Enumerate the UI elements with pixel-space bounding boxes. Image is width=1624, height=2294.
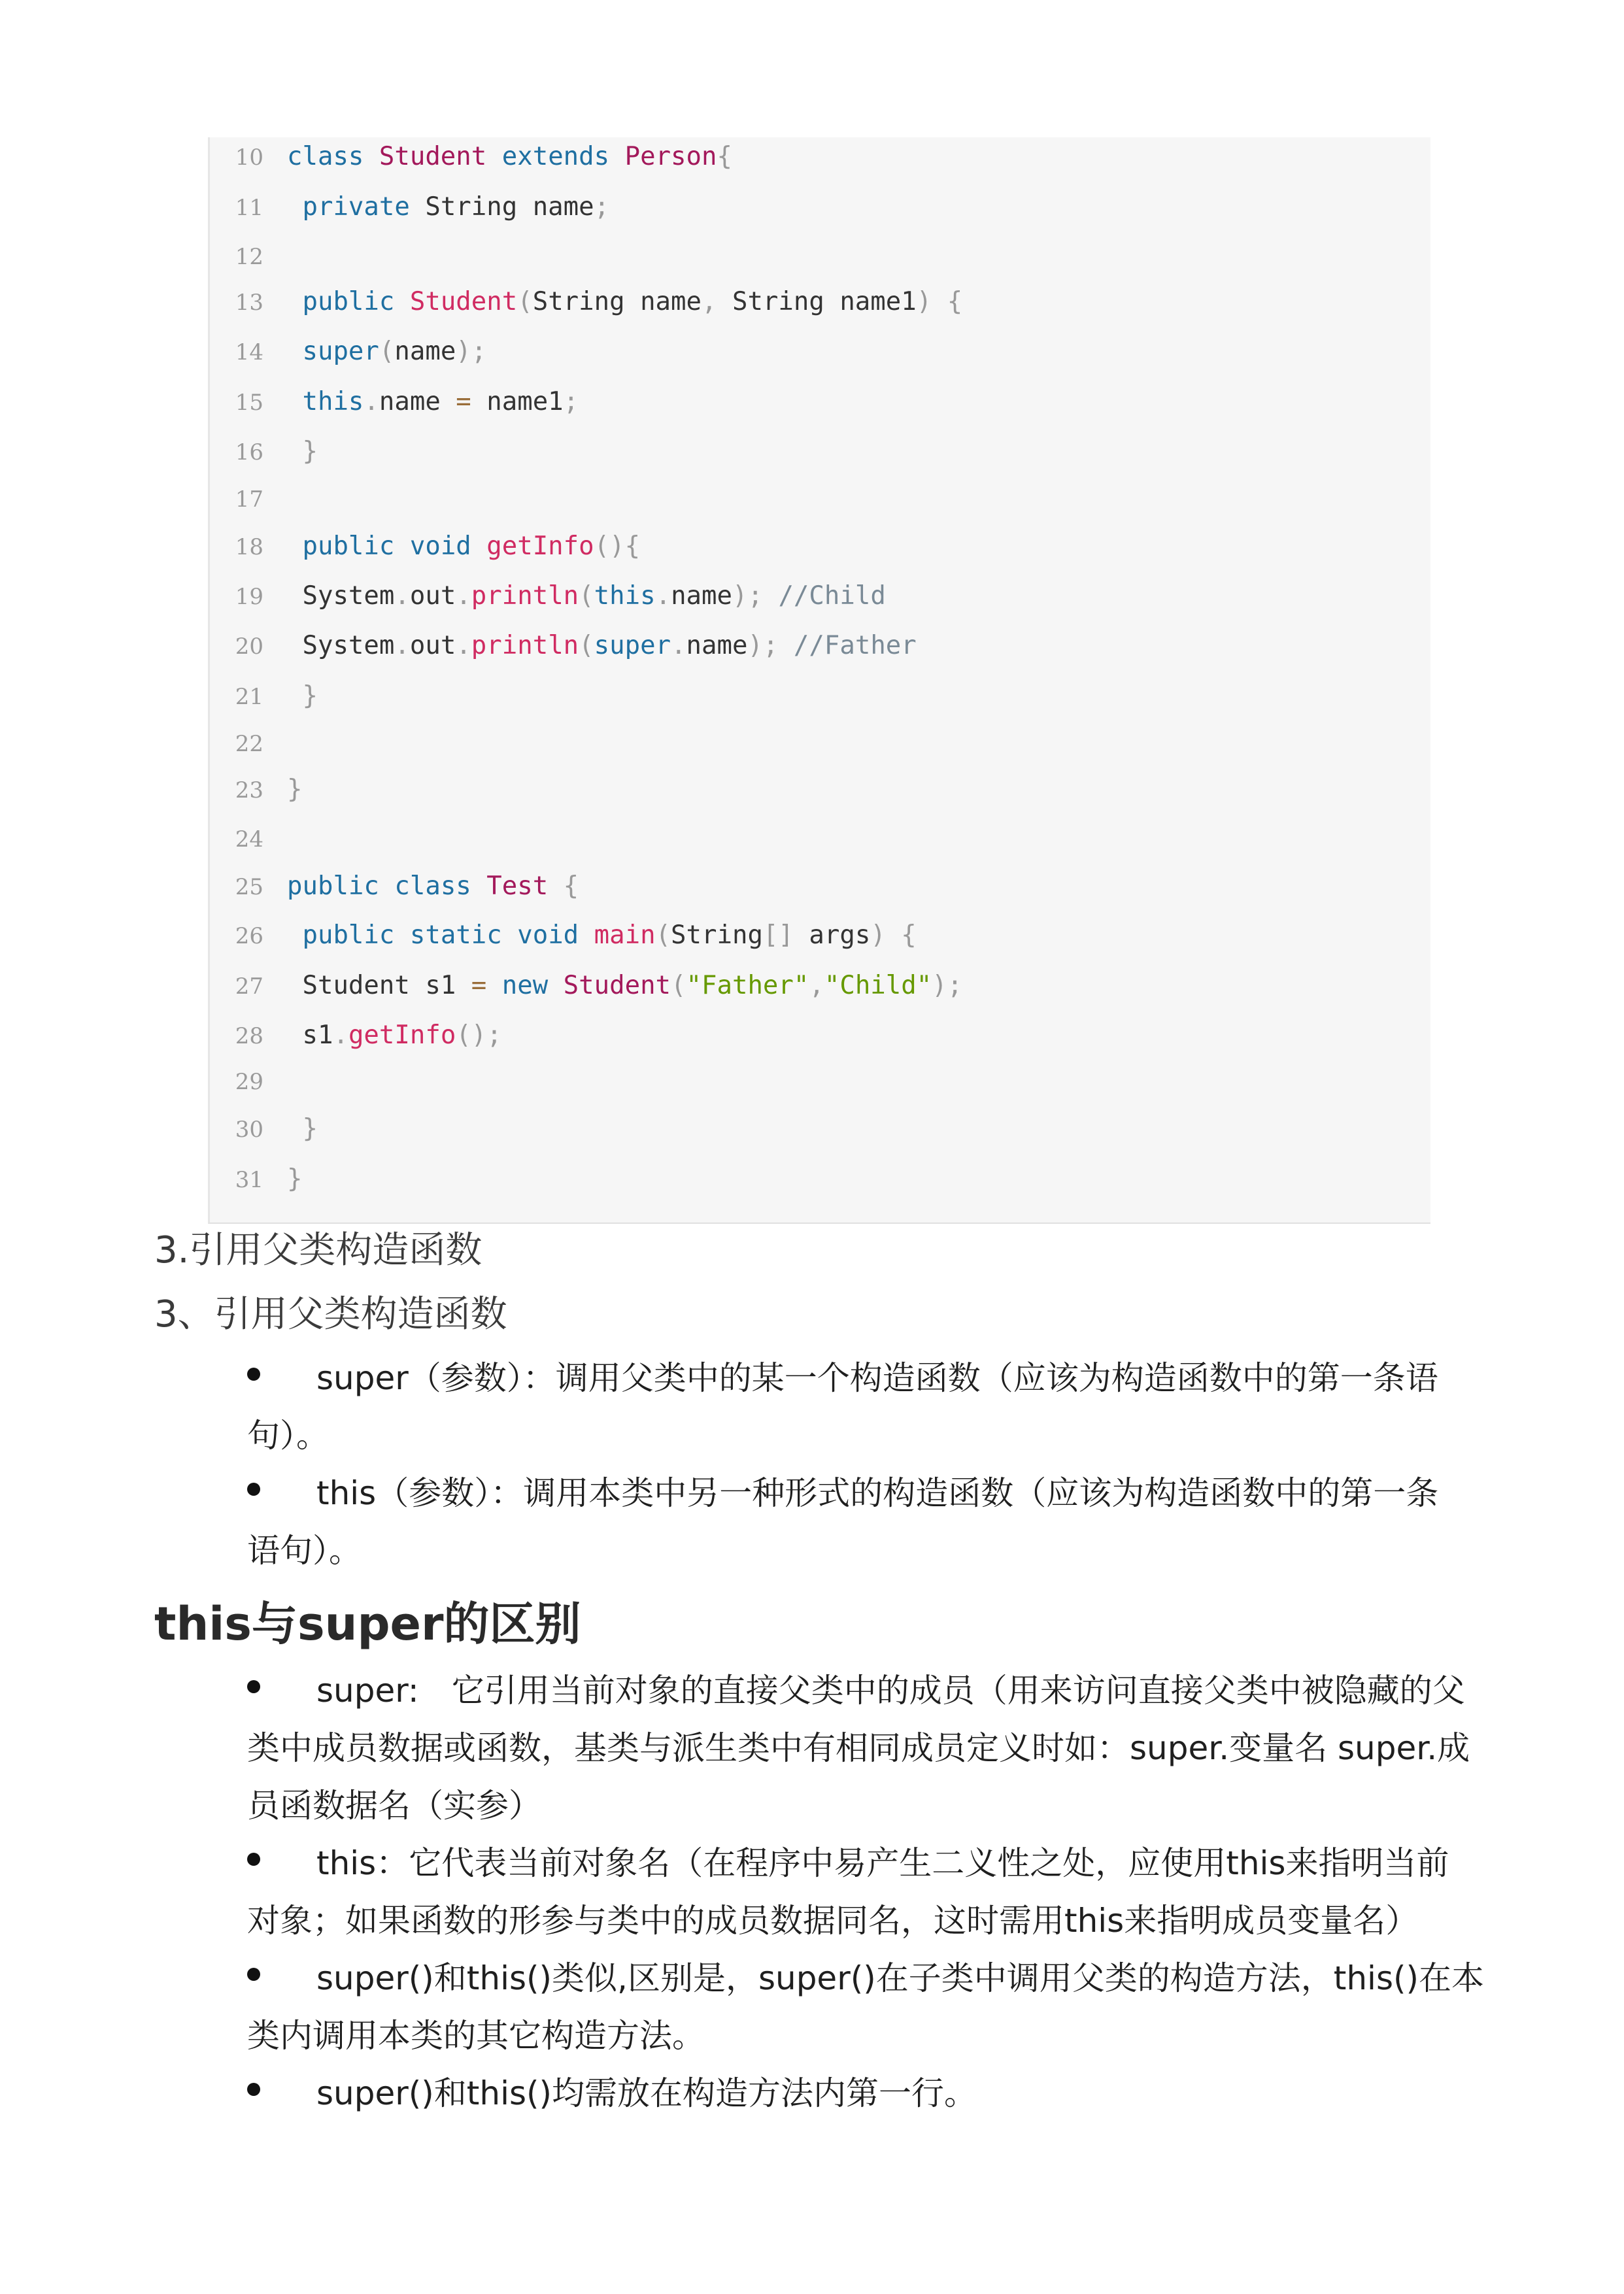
bullet-icon bbox=[247, 1368, 260, 1381]
code-token bbox=[471, 531, 486, 561]
line-number: 25 bbox=[235, 874, 263, 900]
code-token: ; bbox=[471, 337, 487, 366]
line-number: 14 bbox=[235, 339, 263, 365]
code-token: name bbox=[671, 581, 732, 611]
code-token: ) bbox=[456, 337, 471, 366]
code-token: super bbox=[302, 337, 379, 366]
bullet-icon bbox=[247, 1853, 260, 1866]
code-line bbox=[210, 527, 640, 566]
code-token: . bbox=[456, 631, 471, 660]
code-token bbox=[287, 531, 302, 561]
bullet-super-params-line1: super（参数）：调用父类中的某一个构造函数（应该为构造函数中的第一条语 bbox=[316, 1359, 1438, 1397]
code-line bbox=[210, 1016, 502, 1055]
code-line bbox=[210, 770, 302, 809]
code-token bbox=[287, 681, 302, 711]
line-number: 24 bbox=[235, 826, 263, 852]
code-token: ) bbox=[916, 287, 932, 316]
code-line bbox=[210, 479, 287, 518]
code-token: this bbox=[302, 387, 364, 416]
line-number: 16 bbox=[235, 439, 263, 465]
code-token bbox=[548, 971, 563, 1000]
code-token bbox=[394, 287, 409, 316]
bullet-first-line-rule: super()和this()均需放在构造方法内第一行。 bbox=[316, 2074, 977, 2112]
line-number: 23 bbox=[235, 777, 263, 803]
code-line bbox=[210, 867, 579, 906]
code-token bbox=[763, 581, 778, 611]
code-token: } bbox=[302, 681, 318, 711]
code-token bbox=[486, 142, 501, 171]
code-token bbox=[287, 920, 302, 950]
code-line bbox=[210, 1062, 287, 1101]
code-token: println bbox=[471, 631, 579, 660]
line-number: 18 bbox=[235, 534, 263, 560]
code-token: public bbox=[302, 287, 395, 316]
code-token: new bbox=[501, 971, 549, 1000]
line-number: 29 bbox=[235, 1069, 263, 1095]
code-line bbox=[210, 237, 287, 276]
code-token: } bbox=[302, 1114, 318, 1143]
line-number: 13 bbox=[235, 290, 263, 316]
code-token bbox=[579, 920, 594, 950]
code-token: = bbox=[471, 971, 487, 1000]
bullet-this-desc-line2: 对象；如果函数的形参与类中的成员数据同名，这时需用this来指明成员变量名） bbox=[247, 1902, 1419, 1940]
code-block bbox=[208, 137, 1430, 1224]
code-token: ( bbox=[579, 631, 594, 660]
code-token: void bbox=[409, 531, 471, 561]
heading-comma-style: 3、引用父类构造函数 bbox=[154, 1293, 507, 1336]
code-token: String bbox=[671, 920, 763, 950]
code-token: "Father" bbox=[686, 971, 809, 1000]
code-token: String name bbox=[409, 192, 594, 222]
line-number: 22 bbox=[235, 731, 263, 757]
code-token: static bbox=[409, 920, 502, 950]
line-number: 11 bbox=[235, 195, 263, 221]
code-line bbox=[210, 724, 287, 763]
bullet-super-desc-line1: super: 它引用当前对象的直接父类中的成员（用来访问直接父类中被隐藏的父 bbox=[316, 1672, 1465, 1710]
code-token bbox=[287, 287, 302, 316]
code-token: void bbox=[517, 920, 579, 950]
code-token: ( bbox=[655, 920, 671, 950]
code-token: String name1 bbox=[717, 287, 917, 316]
code-token: class bbox=[287, 142, 364, 171]
code-token: ( bbox=[671, 971, 686, 1000]
code-token bbox=[287, 1114, 302, 1143]
code-token: args bbox=[793, 920, 871, 950]
code-token: public bbox=[302, 920, 395, 950]
code-token: Person bbox=[624, 142, 717, 171]
code-token: System bbox=[287, 581, 395, 611]
code-line bbox=[210, 432, 318, 471]
code-token bbox=[287, 437, 302, 466]
code-token: //Father bbox=[793, 631, 917, 660]
code-token: //Child bbox=[778, 581, 886, 611]
code-token: s1 bbox=[287, 1020, 333, 1050]
code-token: Student bbox=[563, 971, 671, 1000]
code-line bbox=[210, 137, 732, 177]
code-token: class bbox=[394, 871, 471, 901]
bullet-diff-line2: 类内调用本类的其它构造方法。 bbox=[247, 2017, 705, 2055]
code-line bbox=[210, 916, 917, 955]
line-number: 31 bbox=[235, 1167, 263, 1193]
bullet-super-desc-line2: 类中成员数据或函数，基类与派生类中有相同成员定义时如：super.变量名 super.成 bbox=[247, 1729, 1470, 1767]
code-line bbox=[210, 382, 579, 422]
code-token: } bbox=[302, 437, 318, 466]
code-token: name bbox=[379, 387, 456, 416]
bullet-icon bbox=[247, 1483, 260, 1496]
code-token: ; bbox=[947, 971, 963, 1000]
code-token: { bbox=[563, 871, 579, 901]
code-token bbox=[394, 531, 409, 561]
code-token: getInfo bbox=[348, 1020, 456, 1050]
code-token bbox=[364, 142, 379, 171]
code-token: private bbox=[302, 192, 410, 222]
code-token: Student bbox=[409, 287, 518, 316]
section-title-this-vs-super: this与super的区别 bbox=[154, 1597, 581, 1651]
code-token: getInfo bbox=[486, 531, 594, 561]
code-token bbox=[609, 142, 624, 171]
code-token: } bbox=[287, 775, 303, 804]
code-token: { bbox=[717, 142, 732, 171]
code-token: public bbox=[302, 531, 395, 561]
code-token: { bbox=[947, 287, 963, 316]
code-line bbox=[210, 819, 287, 858]
code-line bbox=[210, 332, 486, 371]
bullet-super-params-line2: 句）。 bbox=[247, 1417, 329, 1455]
code-token: ; bbox=[747, 581, 763, 611]
line-number: 30 bbox=[235, 1117, 263, 1143]
bullet-this-params-line1: this（参数）：调用本类中另一种形式的构造函数（应该为构造函数中的第一条 bbox=[316, 1474, 1439, 1512]
code-line bbox=[210, 626, 917, 666]
code-line bbox=[210, 1160, 302, 1199]
code-token: . bbox=[456, 581, 471, 611]
code-token bbox=[287, 387, 302, 416]
code-token: { bbox=[901, 920, 917, 950]
code-token: extends bbox=[501, 142, 610, 171]
code-token: super bbox=[594, 631, 671, 660]
code-token: . bbox=[671, 631, 686, 660]
code-token: System bbox=[287, 631, 395, 660]
line-number: 12 bbox=[235, 244, 263, 270]
code-token: = bbox=[456, 387, 471, 416]
line-number: 10 bbox=[235, 144, 263, 171]
code-token bbox=[287, 337, 302, 366]
code-token: ) bbox=[732, 581, 748, 611]
code-token: [] bbox=[762, 920, 794, 950]
code-line bbox=[210, 966, 962, 1005]
code-token: ( bbox=[379, 337, 395, 366]
code-token bbox=[486, 971, 501, 1000]
line-number: 27 bbox=[235, 973, 263, 1000]
heading-dot-style: 3.引用父类构造函数 bbox=[154, 1229, 482, 1272]
code-token: println bbox=[471, 581, 579, 611]
code-token: Student bbox=[379, 142, 487, 171]
code-token: () bbox=[456, 1020, 487, 1050]
code-token: ; bbox=[486, 1020, 502, 1050]
code-token: name bbox=[394, 337, 456, 366]
line-number: 28 bbox=[235, 1023, 263, 1049]
bullet-icon bbox=[247, 1680, 260, 1693]
code-line bbox=[210, 1109, 318, 1149]
code-token: "Child" bbox=[824, 971, 932, 1000]
code-token: , bbox=[702, 287, 717, 316]
code-token: ( bbox=[517, 287, 533, 316]
code-token bbox=[379, 871, 394, 901]
code-token: , bbox=[809, 971, 824, 1000]
code-token: ) bbox=[932, 971, 947, 1000]
code-token: . bbox=[394, 631, 410, 660]
code-token: } bbox=[287, 1164, 303, 1194]
code-token: out bbox=[409, 631, 456, 660]
code-line bbox=[210, 188, 609, 227]
code-token: . bbox=[655, 581, 671, 611]
code-token: name1 bbox=[471, 387, 564, 416]
line-number: 26 bbox=[235, 923, 263, 949]
code-token: . bbox=[364, 387, 379, 416]
line-number: 20 bbox=[235, 633, 263, 660]
code-token: . bbox=[394, 581, 410, 611]
code-token: this bbox=[594, 581, 656, 611]
code-token: Student s1 bbox=[287, 971, 471, 1000]
code-token: name bbox=[686, 631, 748, 660]
code-token: ; bbox=[594, 192, 610, 222]
line-number: 17 bbox=[235, 486, 263, 513]
code-line bbox=[210, 577, 886, 616]
code-line bbox=[210, 677, 318, 716]
code-token: ) bbox=[747, 631, 763, 660]
code-token bbox=[886, 920, 901, 950]
code-token bbox=[394, 920, 409, 950]
code-token bbox=[548, 871, 563, 901]
bullet-icon bbox=[247, 1968, 260, 1981]
code-token bbox=[932, 287, 947, 316]
code-token: ) bbox=[870, 920, 886, 950]
code-token: out bbox=[409, 581, 456, 611]
bullet-diff-line1: super()和this()类似,区别是，super()在子类中调用父类的构造方法，this()在本 bbox=[316, 1959, 1485, 1997]
code-token: main bbox=[594, 920, 656, 950]
bullet-this-desc-line1: this：它代表当前对象名（在程序中易产生二义性之处，应使用this来指明当前 bbox=[316, 1844, 1449, 1882]
code-token: ; bbox=[563, 387, 579, 416]
code-token: ; bbox=[762, 631, 779, 660]
line-number: 19 bbox=[235, 584, 263, 610]
code-token: (){ bbox=[594, 531, 641, 561]
line-number: 21 bbox=[235, 684, 263, 710]
code-line bbox=[210, 282, 962, 322]
line-number: 15 bbox=[235, 390, 263, 416]
code-token: . bbox=[333, 1020, 348, 1050]
bullet-super-desc-line3: 员函数据名（实参） bbox=[247, 1787, 541, 1825]
bullet-this-params-line2: 语句）。 bbox=[247, 1532, 362, 1570]
code-token: public bbox=[287, 871, 379, 901]
code-token bbox=[287, 192, 302, 222]
code-token bbox=[778, 631, 793, 660]
code-token: Test bbox=[486, 871, 549, 901]
code-token bbox=[502, 920, 517, 950]
bullet-icon bbox=[247, 2083, 260, 2096]
code-token: ( bbox=[579, 581, 594, 611]
code-token bbox=[471, 871, 486, 901]
code-token: String name bbox=[532, 287, 702, 316]
